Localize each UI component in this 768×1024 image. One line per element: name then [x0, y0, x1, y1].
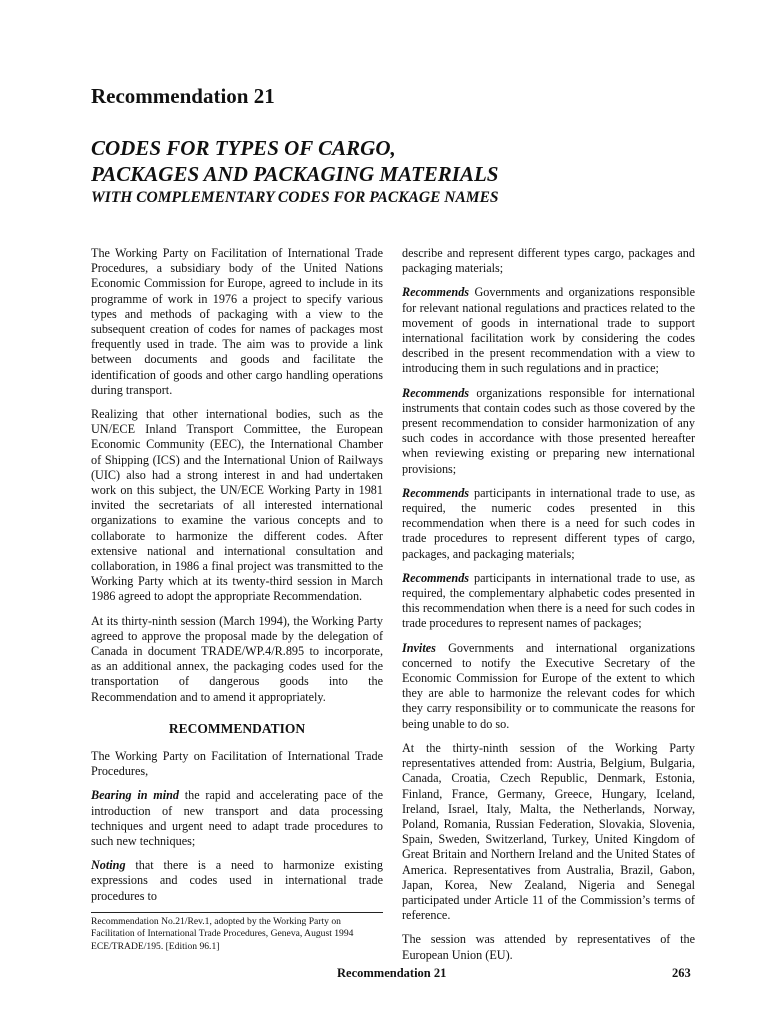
bearing-in-mind-paragraph	[91, 788, 383, 849]
title-line-2: PACKAGES AND PACKAGING MATERIALS	[91, 162, 499, 186]
left-column	[91, 246, 383, 913]
footnote	[91, 912, 383, 953]
recommends-keyword: Recommends	[402, 485, 470, 500]
bearing-text: the rapid and accelerating pace of the introduction of new transport and data processing techniques and urgent need to adapt trade procedures to such new techniques;	[91, 788, 383, 848]
recommends-paragraph-1	[402, 285, 695, 376]
recommends-text: participants in international trade to use, as required, the numeric codes presented in this recommendation when there is a need for such codes in trade procedures to represent different types of cargo, packages, and packaging materials;	[402, 485, 695, 561]
document-subtitle: WITH COMPLEMENTARY CODES FOR PACKAGE NAMES	[91, 189, 499, 206]
recommends-text: organizations responsible for international instruments that contain codes such as those covered by the present recommendation to consider harmonization of any such codes in accordance with those presented hereafter when reviewing existing or preparing new international provisions;	[402, 385, 695, 476]
bearing-keyword: Bearing in mind	[91, 788, 180, 803]
right-column	[402, 246, 695, 972]
section-heading: RECOMMENDATION	[168, 720, 306, 736]
recommendation-intro: The Working Party on Facilitation of International Trade Procedures,	[91, 748, 383, 779]
recommendation-label: Recommendation 21	[91, 84, 275, 108]
recommends-keyword: Recommends	[402, 285, 470, 300]
invites-text: Governments and international organizations concerned to notify the Executive Secretary of the Economic Commission for Europe of the extent to which they are able to harmonize the relevant codes for which they carry responsibility or to communicate the reasons for being unable to do so.	[402, 640, 695, 731]
invites-paragraph	[402, 641, 695, 732]
footnote-line-3: ECE/TRADE/195. [Edition 96.1]	[91, 940, 220, 952]
noting-paragraph	[91, 858, 383, 904]
eu-attendance-paragraph: The session was attended by representatives of the European Union (EU).	[402, 932, 695, 962]
recommends-keyword: Recommends	[402, 385, 470, 400]
invites-keyword: Invites	[402, 640, 436, 655]
footer-label: Recommendation 21	[337, 966, 447, 980]
intro-paragraph-1: The Working Party on Facilitation of International Trade Procedures, a subsidiary body of the United Nations Economic Commission for Europe, agreed to include in its programme of work in 1976 a project to specify various types and methods of packaging with a view to the subsequent creation of codes for names of packages most frequently used in trade. The aim was to provide a link between documents and goods and facilitate the identification of goods and other cargo handling operations during transport.	[91, 246, 383, 397]
recommends-paragraph-2	[402, 386, 695, 477]
document-title	[91, 135, 711, 187]
attendance-paragraph: At the thirty-ninth session of the Working Party representatives attended from: Austria, Belgium, Bulgaria, Canada, Croatia, Czech Republic, Denmark, Estonia, Finland, France, Germany, Greece, Hungary, Iceland, Ireland, Israel, Italy, Malta, the Netherlands, Norway, Poland, Romania, Russian Federation, Slovakia, Slovenia, Spain, Sweden, Switzerland, Turkey, United Kingdom of Great Britain and Northern Ireland and the United States of America. Representatives from Australia, Brazil, Gabon, Japan, Korea, New Zealand, Nigeria and Senegal participated under Article 11 of the Commission’s terms of reference.	[402, 740, 695, 923]
intro-paragraph-2: Realizing that other international bodies, such as the UN/ECE Inland Transport Committee, the European Economic Community (EEC), the International Chamber of Shipping (ICS) and the International Union of Railways (UIC) also had a strong interest in and had undertaken work on this subject, the UN/ECE Working Party in 1981 invited the secretariats of all interested international organizations to examine the various concepts and to collaborate to harmonize the different codes. After extensive national and international consultation and collaboration, in 1986 a final project was transmitted to the Working Party which at its twenty-third session in March 1986 agreed to adopt the appropriate Recommendation.	[91, 407, 383, 604]
noting-text: that there is a need to harmonize existing expressions and codes used in international trade procedures to	[91, 858, 383, 903]
recommends-paragraph-3	[402, 486, 695, 562]
recommends-text: Governments and organizations responsible for relevant national regulations and practices related to the movement of goods in international trade to support international facilitation work by considering the codes described in the present recommendation with a view to introducing them in such regulations and in practice;	[402, 285, 695, 376]
continuation-paragraph: describe and represent different types cargo, packages and packaging materials;	[402, 246, 695, 276]
noting-keyword: Noting	[91, 858, 126, 873]
footnote-line-1: Recommendation No.21/Rev.1, adopted by the Working Party on	[91, 916, 341, 927]
intro-paragraph-3: At its thirty-ninth session (March 1994), the Working Party agreed to approve the proposal made by the delegation of Canada in document TRADE/WP.4/R.895 to incorporate, as an additional annex, the packaging codes used for the transportation of dangerous goods into the Recommendation and to amend it appropriately.	[91, 613, 383, 704]
recommends-keyword: Recommends	[402, 570, 470, 585]
recommends-paragraph-4	[402, 571, 695, 632]
title-line-1: CODES FOR TYPES OF CARGO,	[91, 136, 396, 160]
footnote-line-2: Facilitation of International Trade Procedures, Geneva, August 1994	[91, 928, 354, 940]
page-number: 263	[672, 966, 691, 980]
recommends-text: participants in international trade to use, as required, the complementary alphabetic codes presented in this recommendation when there is a need for such codes in trade procedures to represent names of packages;	[402, 570, 695, 631]
